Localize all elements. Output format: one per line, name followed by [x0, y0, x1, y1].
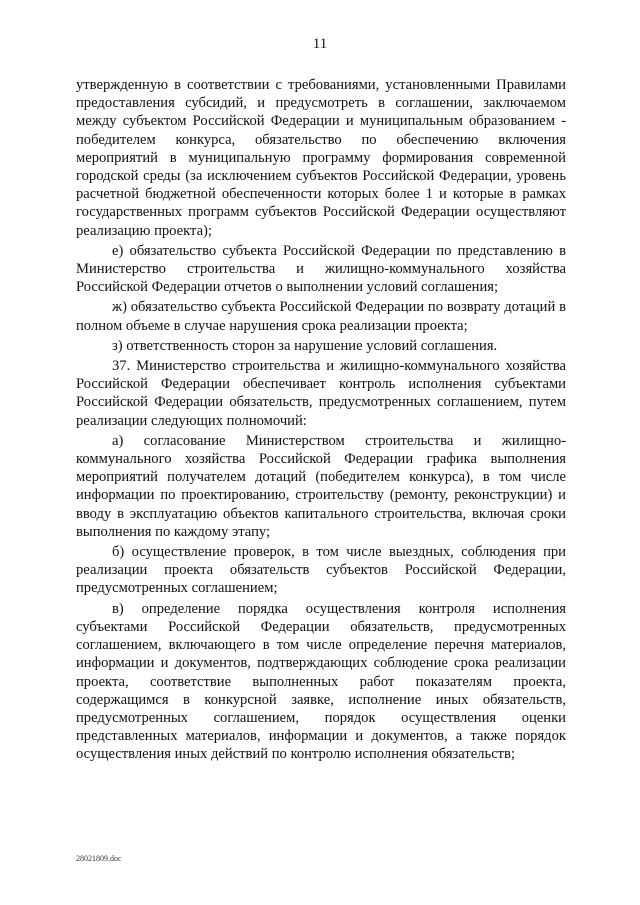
paragraph-item-z: з) ответственность сторон за нарушение условий соглашения. [112, 337, 498, 354]
paragraph-continuation: утвержденную в соответствии с требованиями, установленными Правилами предоставления субсидий, и предусмотреть в соглашении, заключаемом между субъектом Российской Федерации и муниципальным образованием - победителем конкурса, обязательство по обеспечению включения мероприятий в муниципальную программу формирования современной городской среды (за исключением субъектов Российской Федерации, уровень расчетной бюджетной обеспеченности которых более 1 и которые в рамках государственных программ субъектов Российской Федерации осуществляют реализацию проекта); [76, 77, 566, 239]
file-name-footer: 28021809.doc [76, 854, 122, 863]
paragraph-item-e: е) обязательство субъекта Российской Федерации по представлению в Министерство строительства и жилищно-коммунального хозяйства Российской Федерации отчетов о выполнении условий соглашения; [76, 242, 566, 296]
document-body [76, 76, 566, 766]
paragraph-item-zh: ж) обязательство субъекта Российской Федерации по возврату дотаций в полном объеме в случае нарушения срока реализации проекта; [76, 299, 566, 334]
paragraph-item-b: б) осуществление проверок, в том числе выездных, соблюдения при реализации проекта обязательств субъектов Российской Федерации, предусмотренных соглашением; [76, 544, 566, 597]
paragraph-item-a: а) согласование Министерством строительства и жилищно-коммунального хозяйства Российской Федерации графика выполнения мероприятий получателем дотаций (победителем конкурса), в том числе информации по проектированию, строительству (ремонту, реконструкции) и вводу в эксплуатацию объектов капитального строительства, включая сроки выполнения по каждому этапу; [76, 432, 566, 540]
page-number: 11 [312, 36, 328, 52]
paragraph-37: 37. Министерство строительства и жилищно-коммунального хозяйства Российской Федерации обеспечивает контроль исполнения субъектами Российской Федерации обязательств, предусмотренных соглашением, путем реализации следующих полномочий: [76, 358, 566, 429]
paragraph-item-v: в) определение порядка осуществления контроля исполнения субъектами Российской Федерации обязательств, предусмотренных соглашением, включающего в том числе определение перечня материалов, информации и документов, подтверждающих соблюдение срока реализации проекта, соответствие выполненных работ показателям проекта, содержащимся в конкурсной заявке, исполнение иных обязательств, предусмотренных соглашением, порядок осуществления оценки представленных материалов, информации и документов, а также порядок осуществления иных действий по контролю исполнения обязательств; [76, 600, 566, 763]
